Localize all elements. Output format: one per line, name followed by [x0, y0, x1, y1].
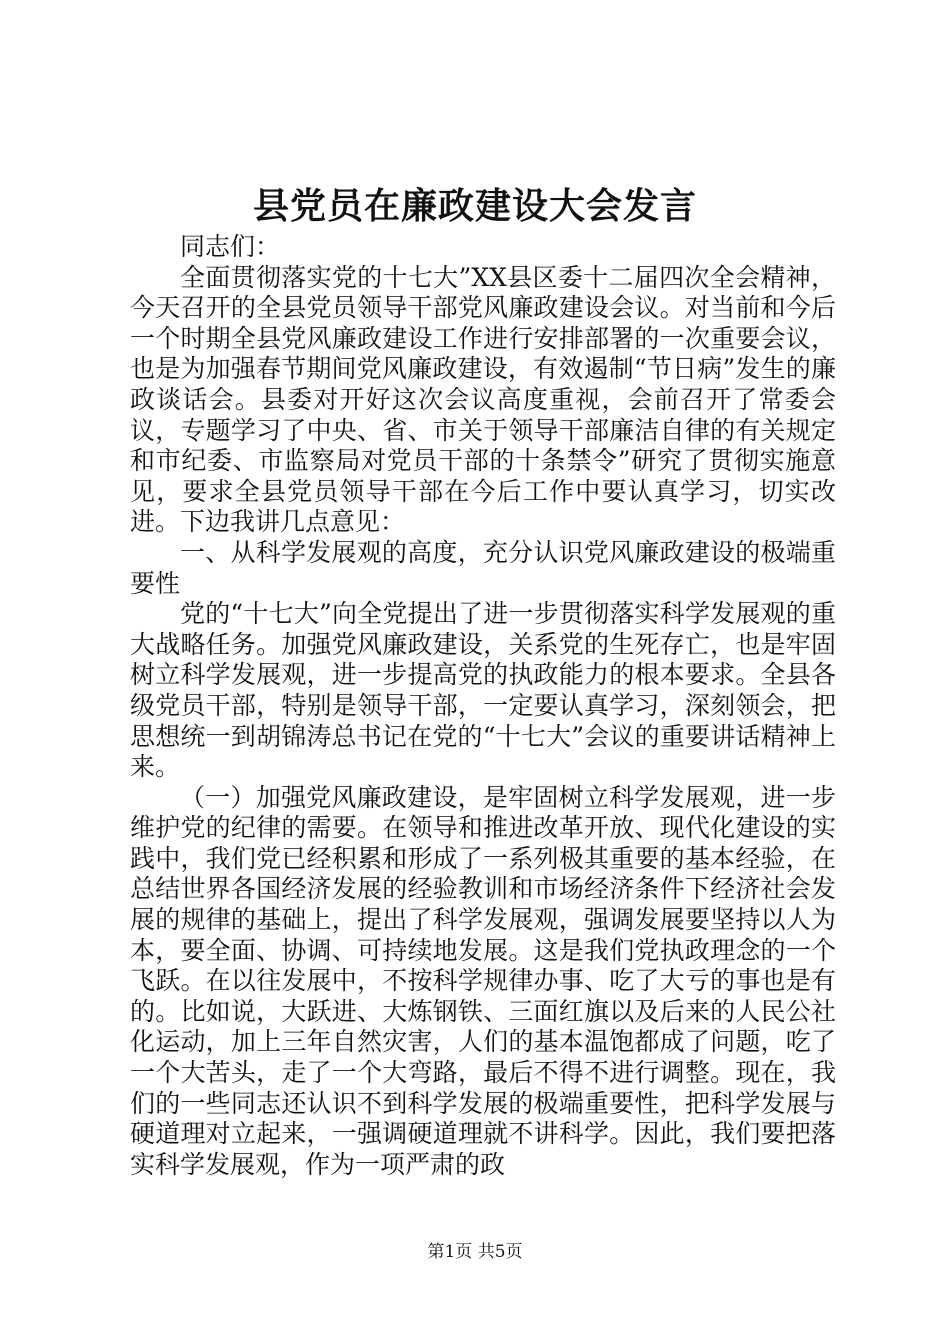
salutation-paragraph: 同志们：: [180, 232, 281, 261]
subsection-paragraph-one: （一）加强党风廉政建设，是牢固树立科学发展观，进一步维护党的纪律的需要。在领导和推进改革开放、现代化建设的实践中，我们党已经积累和形成了一系列极其重要的基本经验，在总结世界各国经济发展的经验教训和市场经济条件下经济社会发展的规律的基础上，提出了科学发展观，强调发展要坚持以人为本，要全面、协调、可持续地发展。这是我们党执政理念的一个飞跃。在以往发展中，不按科学规律办事、吃了大亏的事也是有的。比如说，大跃进、大炼钢铁、三面红旗以及后来的人民公社化运动，加上三年自然灾害，人们的基本温饱都成了问题，吃了一个大苦头，走了一个大弯路，最后不得不进行调整。现在，我们的一些同志还认识不到科学发展的极端重要性，把科学发展与硬道理对立起来，一强调硬道理就不讲科学。因此，我们要把落实科学发展观，作为一项严肃的政: [130, 782, 836, 1179]
document-body: [130, 232, 836, 1180]
intro-paragraph: 全面贯彻落实党的十七大”XX县区委十二届四次全会精神，今天召开的全县党员领导干部党风廉政建设会议。对当前和今后一个时期全县党风廉政建设工作进行安排部署的一次重要会议，也是为加强春节期间党风廉政建设，有效遏制“节日病”发生的廉政谈话会。县委对开好这次会议高度重视，会前召开了常委会议，专题学习了中央、省、市关于领导干部廉洁自律的有关规定和市纪委、市监察局对党员干部的十条禁令”研究了贯彻实施意见，要求全县党员领导干部在今后工作中要认真学习，切实改进。下边我讲几点意见：: [130, 262, 836, 537]
body-paragraph: 党的“十七大”向全党提出了进一步贯彻落实科学发展观的重大战略任务。加强党风廉政建设，关系党的生死存亡，也是牢固树立科学发展观，进一步提高党的执政能力的根本要求。全县各级党员干部，特别是领导干部，一定要认真学习，深刻领会，把思想统一到胡锦涛总书记在党的“十七大”会议的重要讲话精神上来。: [130, 599, 836, 782]
page-number-footer: 第1页 共5页: [427, 1242, 523, 1262]
section-heading-one: 一、从科学发展观的高度，充分认识党风廉政建设的极端重要性: [130, 537, 836, 598]
document-title: 县党员在廉政建设大会发言: [252, 185, 697, 227]
